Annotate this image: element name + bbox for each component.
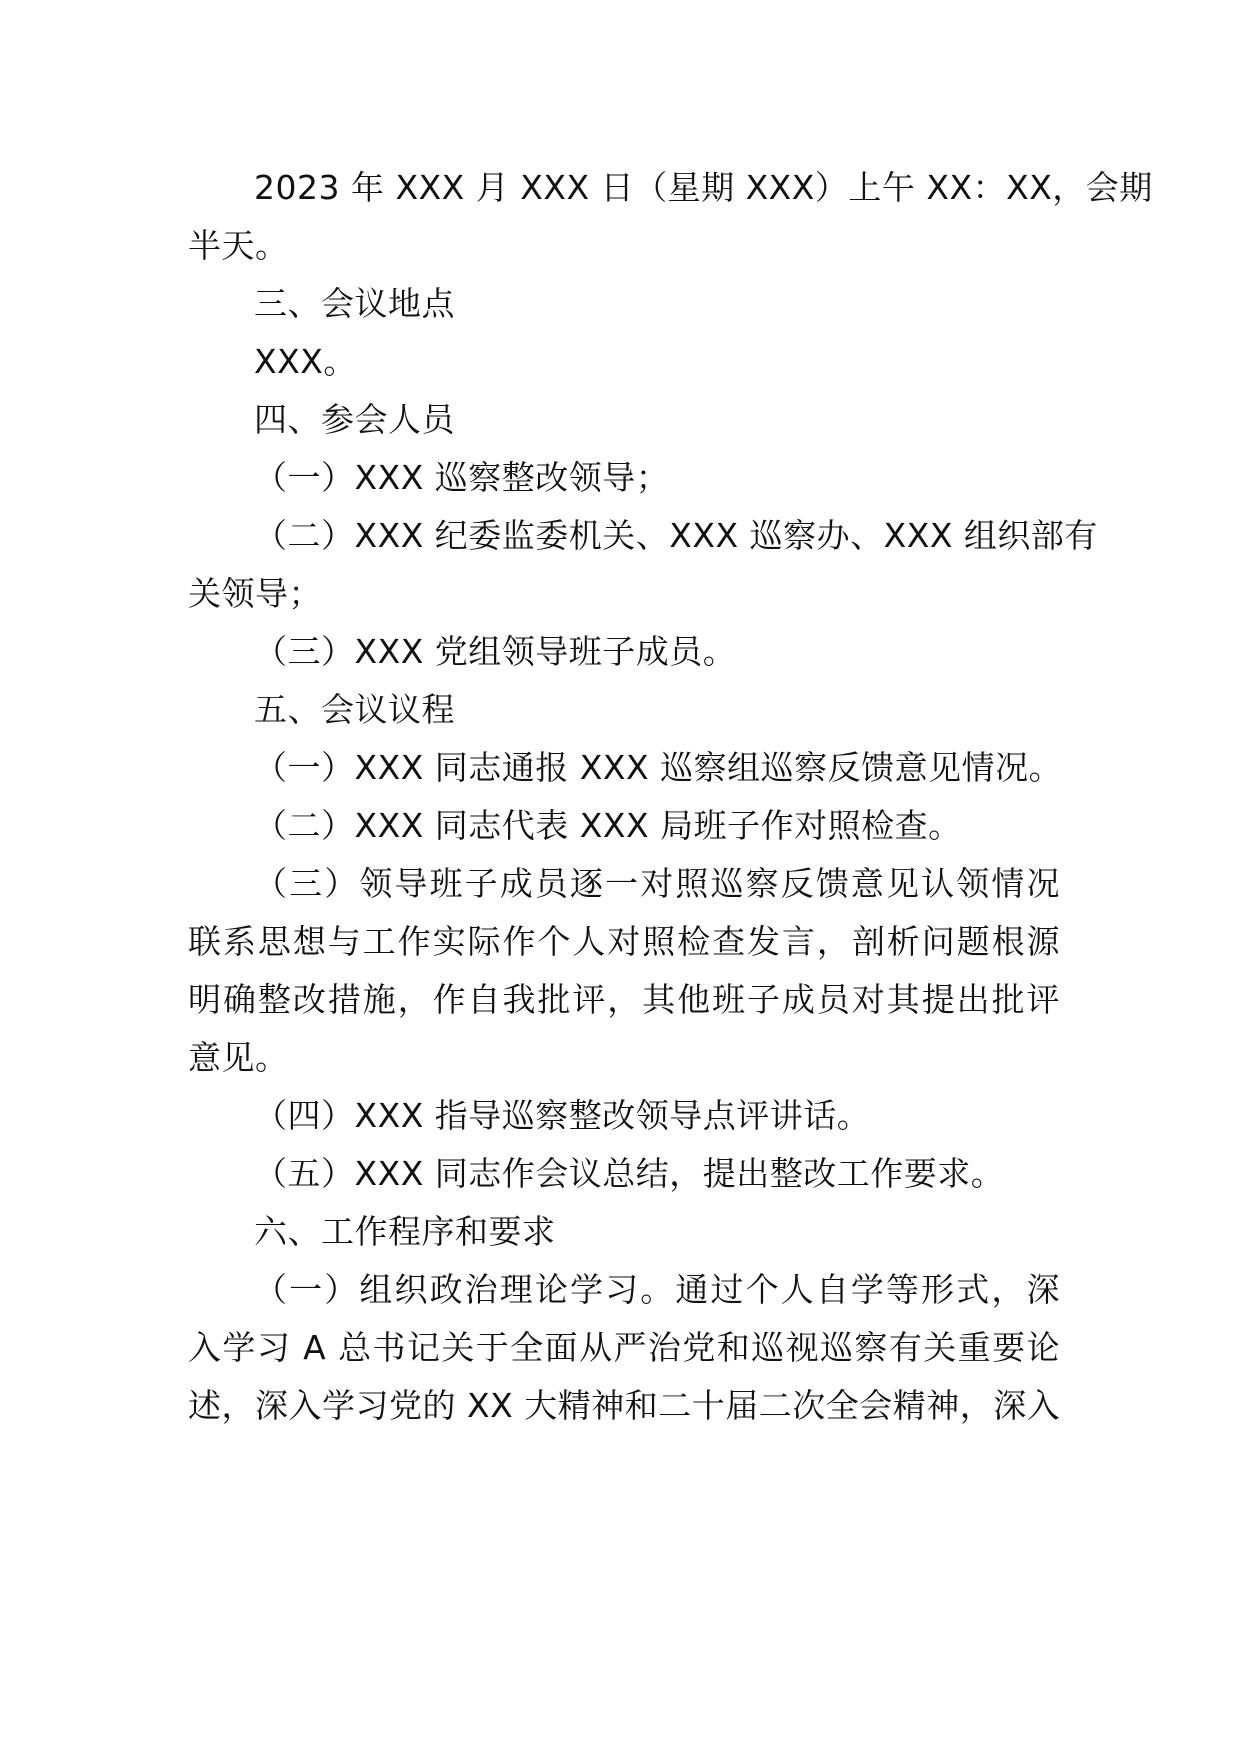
agenda-item-2: （二）XXX 同志代表 XXX 局班子作对照检查。 xyxy=(254,806,962,845)
agenda-item-3-line-4: 意见。 xyxy=(188,1038,289,1077)
attendee-item-3: （三）XXX 党组领导班子成员。 xyxy=(254,632,737,671)
attendee-item-2-line-2: 关领导； xyxy=(188,574,322,613)
procedure-item-1-line-2: 入学习 A 总书记关于全面从严治党和巡视巡察有关重要论 xyxy=(188,1328,1060,1367)
section-heading-procedure: 六、工作程序和要求 xyxy=(254,1212,556,1251)
attendee-item-2-line-1: （二）XXX 纪委监委机关、XXX 巡察办、XXX 组织部有 xyxy=(254,516,1098,555)
agenda-item-3-line-3: 明确整改措施，作自我批评，其他班子成员对其提出批评 xyxy=(188,980,1060,1019)
agenda-item-3-line-1: （三）领导班子成员逐一对照巡察反馈意见认领情况 xyxy=(254,864,1060,903)
section-heading-location: 三、会议地点 xyxy=(254,284,455,323)
meeting-time-line-2: 半天。 xyxy=(188,226,289,265)
section-heading-agenda: 五、会议议程 xyxy=(254,690,455,729)
agenda-item-3-line-2: 联系思想与工作实际作个人对照检查发言，剖析问题根源 xyxy=(188,922,1060,961)
meeting-location-text: XXX。 xyxy=(254,342,357,381)
procedure-item-1-line-1: （一）组织政治理论学习。通过个人自学等形式，深 xyxy=(254,1270,1060,1309)
meeting-time-line-1: 2023 年 XXX 月 XXX 日（星期 XXX）上午 XX：XX，会期 xyxy=(254,168,1153,207)
agenda-item-4: （四）XXX 指导巡察整改领导点评讲话。 xyxy=(254,1096,871,1135)
attendee-item-1: （一）XXX 巡察整改领导； xyxy=(254,458,670,497)
section-heading-attendees: 四、参会人员 xyxy=(254,400,455,439)
agenda-item-5: （五）XXX 同志作会议总结，提出整改工作要求。 xyxy=(254,1154,1005,1193)
procedure-item-1-line-3: 述，深入学习党的 XX 大精神和二十届二次全会精神，深入 xyxy=(188,1386,1061,1425)
agenda-item-1: （一）XXX 同志通报 XXX 巡察组巡察反馈意见情况。 xyxy=(254,748,1063,787)
